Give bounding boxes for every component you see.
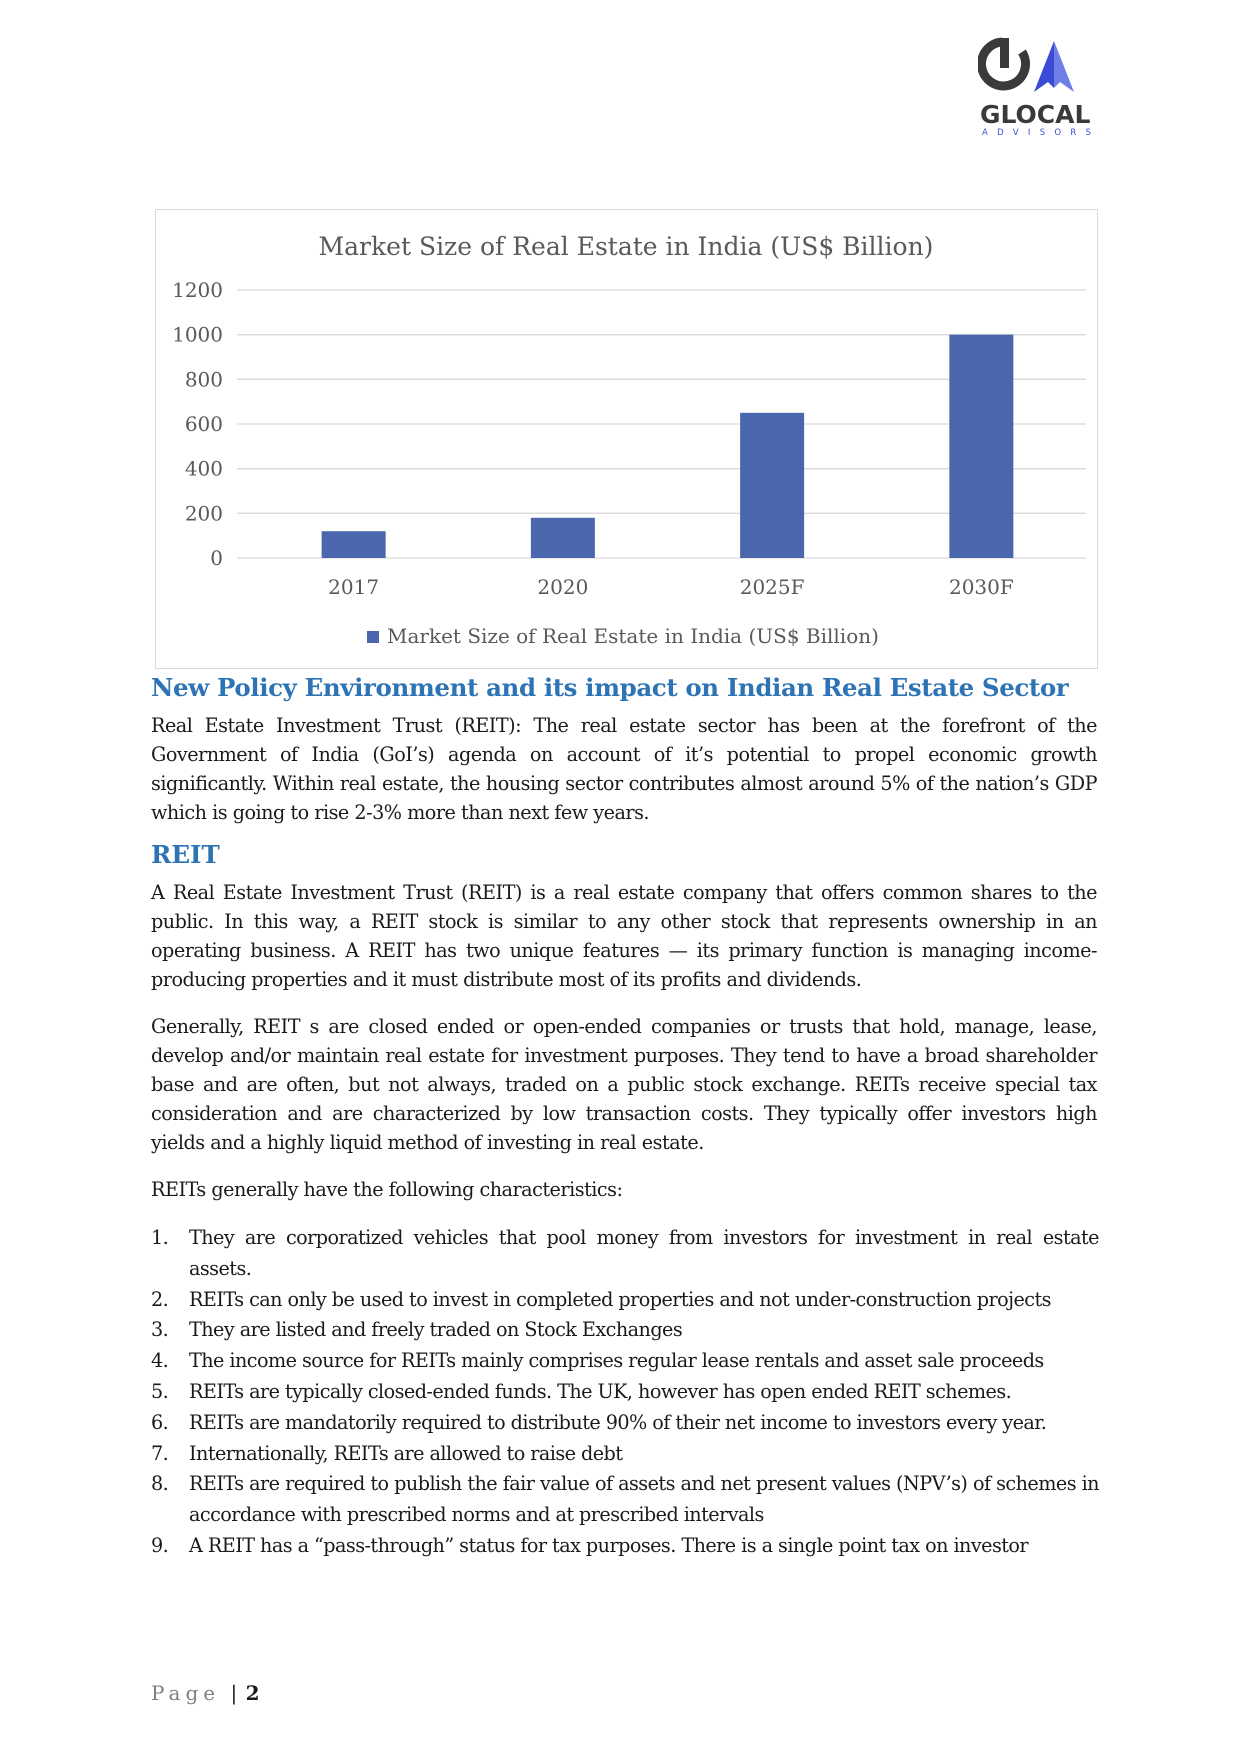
list-item xyxy=(151,1531,1099,1562)
y-tick-label: 800 xyxy=(184,367,223,392)
list-item-text: REITs are mandatorily required to distribute 90% of their net income to investors every year. xyxy=(189,1410,1047,1434)
list-item-text: The income source for REITs mainly comprises regular lease rentals and asset sale proceeds xyxy=(189,1349,1044,1373)
list-item-text: A REIT has a “pass-through” status for tax purposes. There is a single point tax on investor xyxy=(189,1533,1029,1557)
x-tick-label: 2017 xyxy=(328,575,380,599)
y-tick-label: 400 xyxy=(184,456,223,481)
list-item-text: REITs are typically closed-ended funds. The UK, however has open ended REIT schemes. xyxy=(189,1379,1012,1403)
list-item-number: 1. xyxy=(151,1226,169,1249)
list-item-number: 3. xyxy=(151,1318,169,1342)
page-label: Page xyxy=(151,1681,221,1705)
bar xyxy=(740,413,804,558)
list-item-number: 8. xyxy=(151,1472,169,1496)
page-separator: | xyxy=(230,1681,238,1705)
y-tick-label: 1000 xyxy=(172,322,223,347)
list-item xyxy=(151,1223,1099,1285)
chart-x-axis xyxy=(328,575,1014,599)
y-tick-label: 600 xyxy=(184,412,223,436)
section-heading-policy: New Policy Environment and its impact on Indian Real Estate Sector xyxy=(151,673,1069,702)
market-size-chart xyxy=(155,209,1098,669)
logo-sub-text: ADVISORS xyxy=(982,128,1101,138)
logo-mark-icon xyxy=(978,36,1098,102)
y-tick-label: 200 xyxy=(184,501,223,526)
list-item xyxy=(151,1285,1099,1316)
y-tick-label: 1200 xyxy=(172,278,223,302)
list-item xyxy=(151,1439,1099,1470)
list-item-text: REITs are required to publish the fair value of assets and net present values (NPV’s) of schemes in accordance with prescribed norms and at prescribed intervals xyxy=(189,1472,1099,1527)
page-number: 2 xyxy=(245,1681,260,1705)
reit-characteristics-list xyxy=(151,1223,1099,1562)
reit-paragraph-3: REITs generally have the following characteristics: xyxy=(151,1178,623,1201)
bar xyxy=(949,335,1013,558)
company-logo xyxy=(978,36,1101,138)
section-heading-reit: REIT xyxy=(151,840,220,869)
chart-title: Market Size of Real Estate in India (US$ Billion) xyxy=(318,232,934,261)
legend-label: Market Size of Real Estate in India (US$ Billion) xyxy=(387,624,879,648)
bar xyxy=(531,518,595,558)
list-item-number: 4. xyxy=(151,1349,169,1373)
list-item xyxy=(151,1408,1099,1439)
list-item-number: 9. xyxy=(151,1533,169,1557)
list-item-text: They are listed and freely traded on Stock Exchanges xyxy=(189,1318,683,1342)
page-footer xyxy=(151,1681,260,1705)
list-item-text: Internationally, REITs are allowed to raise debt xyxy=(189,1441,623,1465)
chart-bars xyxy=(322,335,1014,558)
chart-legend xyxy=(367,624,879,648)
list-item-number: 7. xyxy=(151,1441,169,1465)
x-tick-label: 2025F xyxy=(739,575,805,599)
reit-paragraph-1: A Real Estate Investment Trust (REIT) is a real estate company that offers common shares to the public. In this way, a REIT stock is similar to any other stock that represents ownership in an operating business. A REIT has two unique features — its primary function is managing income-producing properties and it must distribute most of its profits and dividends. xyxy=(151,881,1097,991)
list-item xyxy=(151,1315,1099,1346)
reit-paragraph-2: Generally, REIT s are closed ended or open-ended companies or trusts that hold, manage, lease, develop and/or maintain real estate for investment purposes. They tend to have a broad shareholder base and are often, but not always, traded on a public stock exchange. REITs receive special tax consideration and are characterized by low transaction costs. They typically offer investors high yields and a highly liquid method of investing in real estate. xyxy=(151,1015,1097,1154)
policy-paragraph: Real Estate Investment Trust (REIT): The real estate sector has been at the forefront of the Government of India (GoI’s) agenda on account of it’s potential to propel economic growth significantly. Within real estate, the housing sector contributes almost around 5% of the nation’s GDP which is going to rise 2-3% more than next few years. xyxy=(151,714,1097,824)
list-item-number: 5. xyxy=(151,1379,169,1403)
y-tick-label: 0 xyxy=(210,546,223,570)
legend-swatch xyxy=(367,631,379,643)
list-item-number: 2. xyxy=(151,1287,169,1311)
list-item xyxy=(151,1377,1099,1408)
logo-brand-text: GLOCAL xyxy=(980,100,1091,129)
list-item-text: They are corporatized vehicles that pool money from investors for investment in real estate assets. xyxy=(189,1226,1099,1280)
x-tick-label: 2020 xyxy=(537,575,589,599)
list-item xyxy=(151,1346,1099,1377)
chart-canvas xyxy=(156,210,1097,668)
bar xyxy=(322,531,386,558)
x-tick-label: 2030F xyxy=(948,575,1014,599)
list-item-number: 6. xyxy=(151,1410,169,1434)
list-item xyxy=(151,1469,1099,1531)
list-item-text: REITs can only be used to invest in completed properties and not under-construction projects xyxy=(189,1287,1051,1311)
chart-y-axis xyxy=(172,278,223,570)
